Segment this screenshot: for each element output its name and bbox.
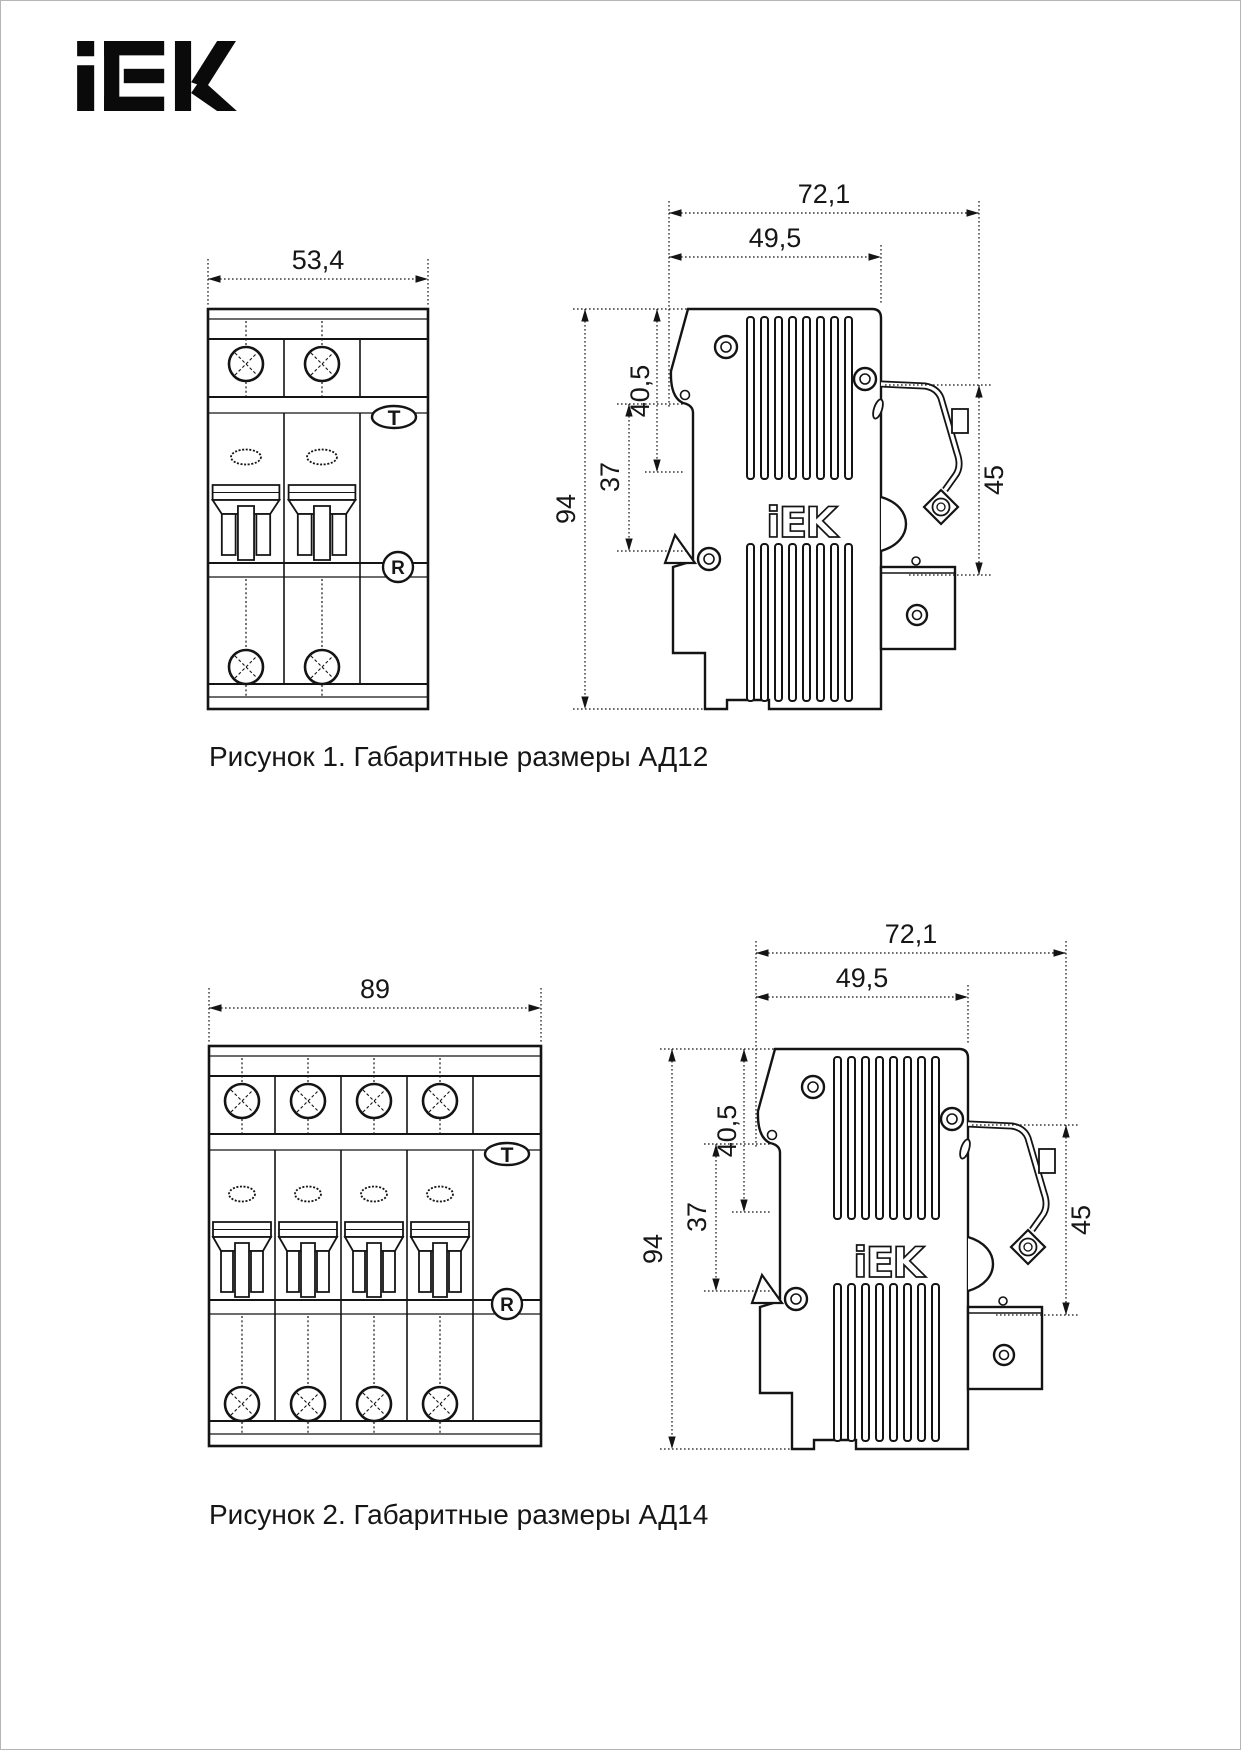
embossed-iek-logo: iEK	[766, 498, 836, 547]
dim-53-4: 53,4	[291, 245, 345, 275]
terminal-screw	[291, 1387, 325, 1421]
figure-2-caption: Рисунок 2. Габаритные размеры АД14	[209, 1499, 709, 1530]
terminal-screw	[291, 1084, 325, 1118]
dim-49-5: 49,5	[748, 223, 802, 253]
dim-40-5: 40,5	[625, 364, 655, 418]
dim-94: 94	[551, 493, 581, 525]
dim-45: 45	[979, 464, 1009, 496]
reset-button-label: R	[391, 558, 405, 579]
embossed-iek-logo: iEK	[853, 1238, 923, 1287]
dim-45: 45	[1066, 1204, 1096, 1236]
dim-72-1: 72,1	[797, 181, 851, 209]
terminal-screw	[357, 1387, 391, 1421]
fig2-side-view	[638, 919, 1096, 1449]
fig1-side-view	[551, 181, 1009, 709]
iek-logo	[77, 41, 237, 116]
fig1-front-width-dimension	[208, 245, 428, 307]
dim-37: 37	[595, 461, 625, 493]
terminal-screw	[423, 1387, 457, 1421]
figure-1-caption: Рисунок 1. Габаритные размеры АД12	[209, 741, 709, 772]
test-button-label: T	[387, 407, 401, 430]
terminal-screw	[225, 1387, 259, 1421]
figure-1-drawing	[1, 181, 1241, 741]
dim-37: 37	[682, 1201, 712, 1233]
terminal-screw	[225, 1084, 259, 1118]
figure-2-drawing	[1, 851, 1241, 1491]
terminal-screw	[305, 347, 339, 381]
terminal-screw	[305, 650, 339, 684]
dim-72-1: 72,1	[884, 919, 938, 949]
dim-94: 94	[638, 1233, 668, 1265]
test-button-label: T	[500, 1144, 514, 1167]
dim-49-5: 49,5	[835, 963, 889, 993]
fig1-front-view	[208, 245, 428, 709]
terminal-screw	[423, 1084, 457, 1118]
terminal-screw	[229, 347, 263, 381]
fig2-front-width-dimension	[209, 974, 541, 1044]
reset-button-label: R	[500, 1295, 514, 1316]
side-view-body	[573, 201, 991, 709]
fig2-front-view	[209, 974, 541, 1446]
terminal-screw	[357, 1084, 391, 1118]
side-view-body	[660, 941, 1078, 1449]
dim-40-5: 40,5	[712, 1104, 742, 1158]
terminal-screw	[229, 650, 263, 684]
iek-logo-glyphs	[77, 41, 237, 111]
dim-89: 89	[359, 974, 391, 1004]
